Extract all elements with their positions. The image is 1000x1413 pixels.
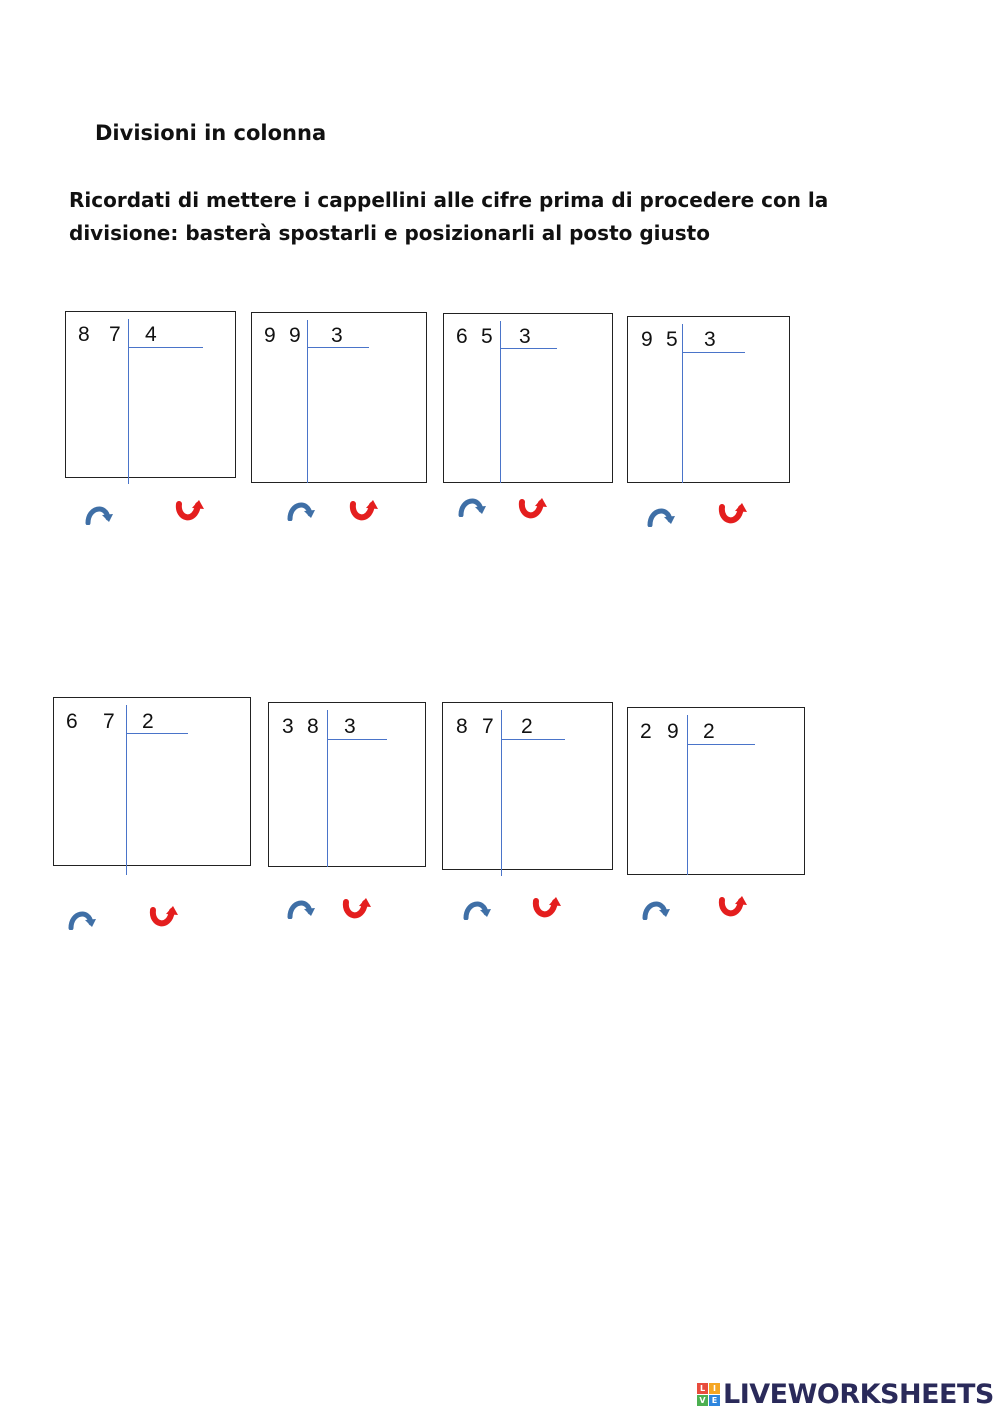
instructions: Ricordati di mettere i cappellini alle cifre prima di procedere con la divisione: basterà spostarli e posizionarli al posto giusto [69,188,829,245]
dividend-digit-2: 8 [307,715,319,738]
division-horizontal-line [327,739,387,740]
red-cap-u-icon[interactable] [173,499,205,530]
dividend-digit-2: 5 [666,328,678,351]
divisor-digit: 2 [142,710,154,733]
blue-cap-arc-icon[interactable] [84,503,114,530]
red-cap-u-icon[interactable] [516,497,548,528]
divisor-digit: 3 [519,325,531,348]
division-horizontal-line [501,739,565,740]
divisor-digit: 3 [344,715,356,738]
division-vertical-line [687,715,688,875]
dividend-digit-1: 2 [640,720,652,743]
division-horizontal-line [687,744,755,745]
dividend-digit-1: 9 [264,324,276,347]
dividend-digit-2: 7 [482,715,494,738]
division-vertical-line [501,710,502,876]
dividend-digit-1: 6 [456,325,468,348]
red-cap-u-icon[interactable] [716,502,748,533]
red-cap-u-icon[interactable] [347,499,379,530]
division-horizontal-line [682,352,745,353]
red-cap-u-icon[interactable] [530,896,562,927]
dividend-digit-2: 5 [481,325,493,348]
division-vertical-line [682,324,683,483]
divisor-digit: 3 [704,328,716,351]
division-box-8 [627,707,805,875]
logo-squares-icon: L I V E [697,1383,720,1406]
dividend-digit-2: 7 [109,323,121,346]
page-title: Divisioni in colonna [95,121,327,145]
dividend-digit-1: 3 [282,715,294,738]
dividend-digit-2: 9 [667,720,679,743]
blue-cap-arc-icon[interactable] [67,908,97,935]
liveworksheets-logo [697,1378,994,1410]
dividend-digit-2: 9 [289,324,301,347]
divisor-digit: 2 [521,715,533,738]
blue-cap-arc-icon[interactable] [641,898,671,925]
divisor-digit: 3 [331,324,343,347]
red-cap-u-icon[interactable] [340,897,372,928]
red-cap-u-icon[interactable] [147,905,179,936]
division-vertical-line [500,321,501,483]
blue-cap-arc-icon[interactable] [462,898,492,925]
blue-cap-arc-icon[interactable] [457,495,487,522]
division-horizontal-line [500,348,557,349]
division-vertical-line [307,320,308,483]
dividend-digit-2: 7 [103,710,115,733]
division-vertical-line [327,710,328,867]
dividend-digit-1: 9 [641,328,653,351]
divisor-digit: 2 [703,720,715,743]
division-horizontal-line [126,733,188,734]
blue-cap-arc-icon[interactable] [286,499,316,526]
blue-cap-arc-icon[interactable] [646,505,676,532]
red-cap-u-icon[interactable] [716,895,748,926]
divisor-digit: 4 [145,323,157,346]
blue-cap-arc-icon[interactable] [286,897,316,924]
dividend-digit-1: 6 [66,710,78,733]
dividend-digit-1: 8 [78,323,90,346]
logo-text: LIVEWORKSHEETS [723,1378,994,1410]
division-horizontal-line [128,347,203,348]
division-vertical-line [126,705,127,875]
division-vertical-line [128,319,129,484]
division-horizontal-line [307,347,369,348]
dividend-digit-1: 8 [456,715,468,738]
